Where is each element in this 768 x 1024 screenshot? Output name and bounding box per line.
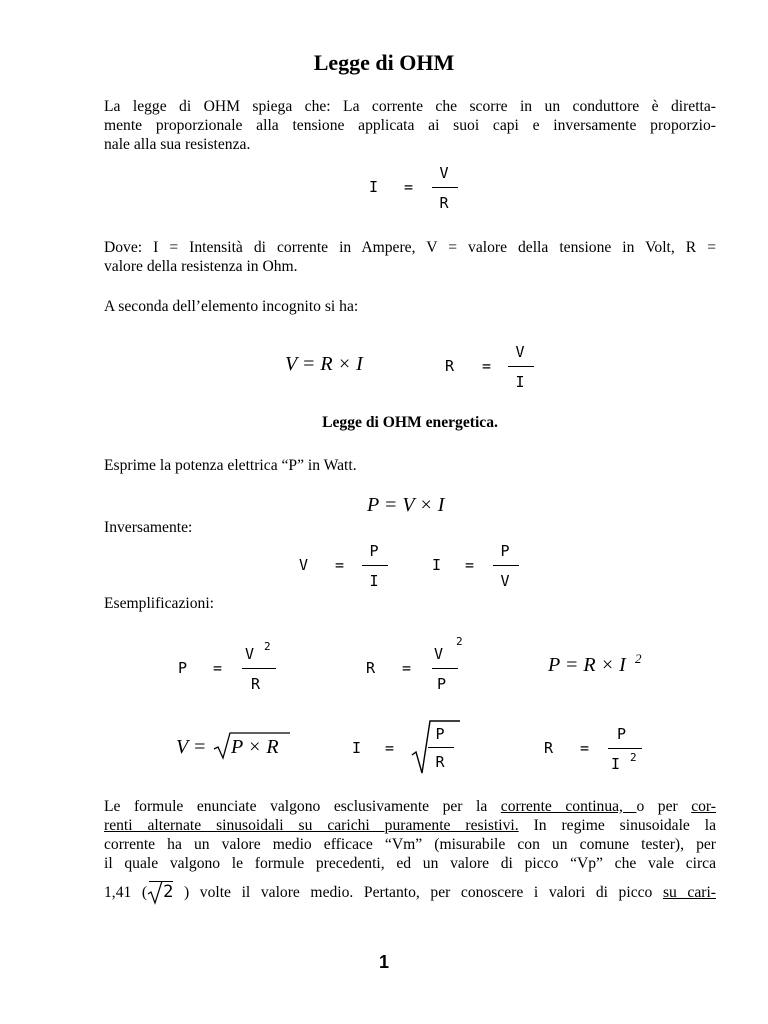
formula-numerator: V [245, 645, 255, 663]
intro-line: nale alla sua resistenza. [104, 136, 251, 153]
fraction-bar [508, 366, 534, 367]
formula-lhs: R [366, 659, 376, 677]
formula-expression: P = R × I [548, 654, 626, 676]
fraction-bar [432, 187, 458, 188]
fraction-bar [493, 565, 519, 566]
final-line: il quale valgono le formule precedenti, ed un valore di picco “Vp” che vale circa [104, 855, 716, 872]
formula-lhs: R [445, 357, 455, 375]
formula-numerator: V [439, 164, 449, 182]
esemplificazioni-text: Esemplificazioni: [104, 595, 214, 612]
formula-equals: = [404, 178, 414, 196]
formula-numerator: P [500, 542, 510, 560]
final-line: corrente ha un valore medio efficace “Vm” (misurabile con un comune tester), per [104, 836, 716, 853]
final-line [104, 797, 716, 816]
final-underlined: su cari- [662, 884, 716, 901]
intro-line: mente proporzionale alla tensione applicata ai suoi capi e inversamente proporzio- [104, 117, 716, 134]
formula-denominator: I [369, 572, 379, 590]
fraction-bar [242, 668, 276, 669]
formula-lhs: R [544, 739, 554, 757]
formula-lhs: V [299, 556, 309, 574]
formula-lhs: I [369, 178, 379, 196]
formula-p-vi: P = V × I [367, 494, 445, 516]
dove-line: Dove: I = Intensità di corrente in Ampere, V = valore della tensione in Volt, R = [104, 239, 716, 256]
formula-numerator: V [434, 645, 444, 663]
radical-sign [147, 881, 163, 905]
formula-denominator: V [500, 572, 510, 590]
formula-denominator: I [611, 755, 621, 773]
fraction-bar [362, 565, 388, 566]
formula-numerator: V [515, 343, 525, 361]
formula-equals: = [213, 659, 223, 677]
formula-equals: = [465, 556, 475, 574]
formula-denominator: P [437, 675, 447, 693]
final-text: ) volte il valore medio. Pertanto, per conoscere i valori di picco [173, 884, 663, 901]
formula-denominator: R [439, 194, 449, 212]
formula-numerator: P [435, 725, 445, 743]
intro-line: La legge di OHM spiega che: La corrente che scorre in un conduttore è diretta- [104, 98, 716, 115]
formula-exponent: 2 [264, 640, 271, 653]
page-title: Legge di OHM [313, 50, 455, 75]
formula-exponent: 2 [630, 751, 637, 764]
dove-paragraph [104, 238, 716, 276]
formula-v-ri: V = R × I [285, 353, 363, 375]
fraction-bar [608, 748, 642, 749]
final-text: 1,41 ( [104, 884, 148, 901]
formula-equals: = [335, 556, 345, 574]
formula-equals: = [402, 659, 412, 677]
formula-lhs: I [352, 739, 362, 757]
formula-numerator: P [369, 542, 379, 560]
final-text: Le formule enunciate valgono esclusivamente per la [104, 798, 501, 815]
section-subtitle: Legge di OHM energetica. [322, 414, 498, 431]
seconda-text: A seconda dell’elemento incognito si ha: [104, 298, 359, 315]
formula-numerator: P [617, 725, 627, 743]
intro-paragraph [104, 97, 716, 154]
formula-radicand: P × R [231, 736, 279, 758]
formula-lhs: V = [176, 736, 207, 758]
inversamente-text: Inversamente: [104, 519, 193, 536]
final-line [104, 881, 716, 903]
formula-exponent: 2 [456, 635, 463, 648]
formula-lhs: P [178, 659, 188, 677]
sqrt-two [149, 881, 173, 903]
radicand: 2 [163, 882, 174, 902]
fraction-bar [432, 668, 458, 669]
formula-equals: = [482, 357, 492, 375]
final-underlined: renti alternate sinusoidali su carichi puramente resistivi. [104, 817, 519, 834]
fraction-bar [428, 747, 454, 748]
final-text: In regime sinusoidale la [518, 817, 716, 834]
esprime-text: Esprime la potenza elettrica “P” in Watt. [104, 457, 357, 474]
formula-denominator: I [515, 373, 525, 391]
final-underlined: corrente continua, [500, 798, 637, 815]
formula-lhs: I [432, 556, 442, 574]
dove-line: valore della resistenza in Ohm. [104, 258, 298, 275]
final-line [104, 816, 716, 835]
formula-denominator: R [251, 675, 261, 693]
formula-equals: = [385, 739, 395, 757]
final-paragraph [104, 797, 716, 903]
formula-equals: = [580, 739, 590, 757]
page-number: 1 [378, 952, 389, 972]
final-text: o per [636, 798, 692, 815]
formula-denominator: R [435, 753, 445, 771]
final-underlined: cor- [691, 798, 716, 815]
formula-exponent: 2 [635, 651, 642, 666]
